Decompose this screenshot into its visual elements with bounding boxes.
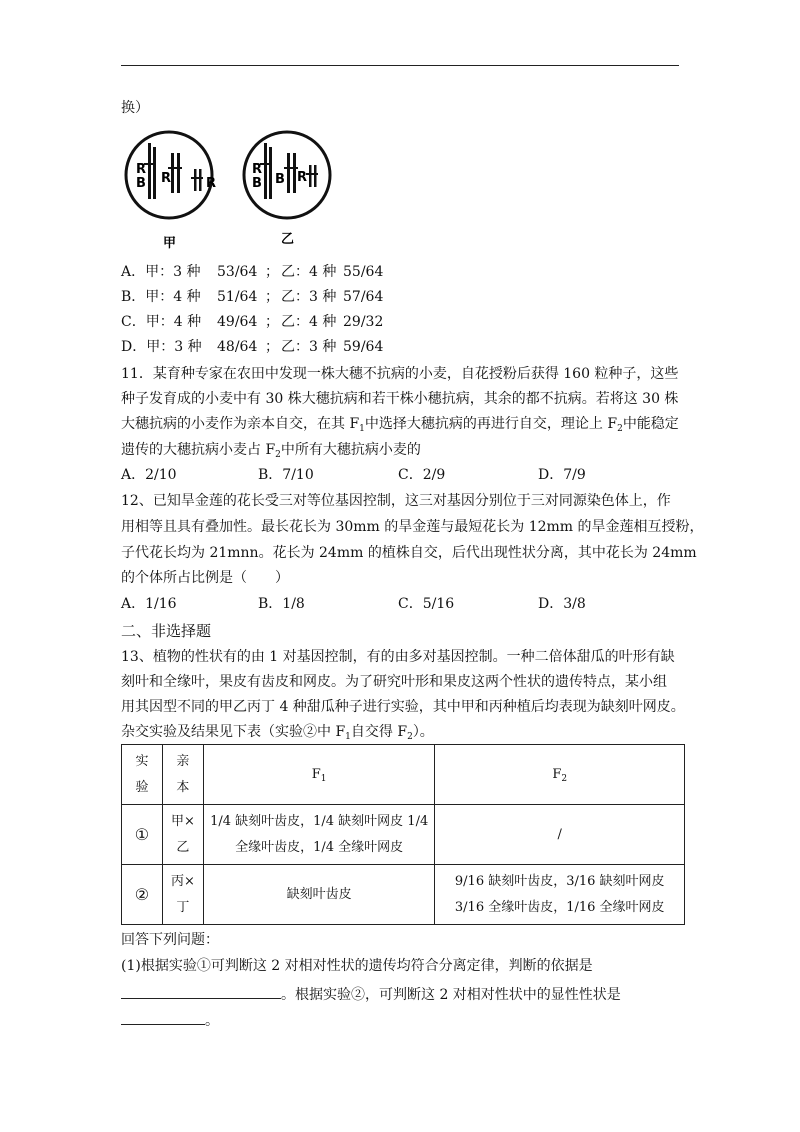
q10-option-b[interactable]: B．甲：4 种 51/64 ； 乙：3 种 57/64 bbox=[121, 289, 384, 305]
cell-label-yi: 乙 bbox=[281, 232, 295, 247]
q12-line-3: 子代花长均为 21mnn。花长为 24mm 的植株自交，后代出现性状分离，其中花长为 24mm bbox=[121, 545, 697, 561]
answer-blank-1[interactable] bbox=[121, 982, 281, 999]
q13-sub1-line-1: (1)根据实验①可判断这 2 对相对性状的遗传均符合分离定律，判断的依据是 bbox=[121, 958, 593, 974]
cell-experiment: ② bbox=[122, 865, 163, 925]
table-row bbox=[122, 805, 685, 865]
cell-parents: 甲× 乙 bbox=[162, 805, 203, 865]
q10-continuation: 换） bbox=[121, 100, 149, 116]
gene-R-label: R bbox=[136, 162, 147, 177]
cell-f1: 1/4 缺刻叶齿皮，1/4 缺刻叶网皮 1/4 全缘叶齿皮，1/4 全缘叶网皮 bbox=[203, 805, 435, 865]
q12-option-d[interactable]: D．3/8 bbox=[538, 596, 586, 612]
cell-label-jia: 甲 bbox=[163, 236, 177, 251]
table-row bbox=[122, 865, 685, 925]
header-f2: $F_2$ bbox=[435, 745, 685, 805]
chromosome-figure bbox=[121, 125, 361, 255]
cell-experiment: ① bbox=[122, 805, 163, 865]
gene-B-label: B bbox=[136, 176, 146, 191]
header-f1: $F_1$ bbox=[203, 745, 435, 805]
table-header-row bbox=[122, 745, 685, 805]
answer-intro: 回答下列问题： bbox=[121, 932, 219, 948]
q11-option-a[interactable]: A．2/10 bbox=[121, 467, 177, 483]
gene-R-label: R bbox=[252, 162, 263, 177]
cell-jia bbox=[126, 132, 216, 218]
gene-R-label: R bbox=[161, 171, 172, 186]
q11-line-3: 大穗抗病的小麦作为亲本自交，在其 $F_1$中选择大穗抗病的再进行自交，理论上 $F_2$中能稳定 bbox=[121, 416, 679, 434]
gene-R-label: R bbox=[297, 170, 308, 185]
cell-f2: 9/16 缺刻叶齿皮，3/16 缺刻叶网皮 3/16 全缘叶齿皮，1/16 全缘叶网皮 bbox=[435, 865, 685, 925]
q11-line-4: 遗传的大穗抗病小麦占 $F_2$中所有大穗抗病小麦的 bbox=[121, 442, 421, 460]
cell-parents: 丙× 丁 bbox=[162, 865, 203, 925]
q12-option-a[interactable]: A．1/16 bbox=[121, 596, 177, 612]
q10-option-c[interactable]: C．甲：4 种 49/64 ； 乙：4 种 29/32 bbox=[121, 314, 384, 330]
q11-option-c[interactable]: C．2/9 bbox=[398, 467, 446, 483]
q12-line-4: 的个体所占比例是（ ） bbox=[121, 570, 289, 586]
section-heading: 二、非选择题 bbox=[121, 622, 212, 640]
q13-sub1-line-2: 。根据实验②，可判断这 2 对相对性状中的显性性状是 bbox=[121, 982, 621, 1005]
cell-yi bbox=[244, 132, 330, 218]
header-parents: 亲 本 bbox=[162, 745, 203, 805]
cell-f1: 缺刻叶齿皮 bbox=[203, 865, 435, 925]
chromosome-diagram bbox=[121, 125, 361, 255]
q12-line-1: 12、已知旱金莲的花长受三对等位基因控制，这三对基因分别位于三对同源染色体上，作 bbox=[121, 493, 671, 509]
q13-line-2: 刻叶和全缘叶，果皮有齿皮和网皮。为了研究叶形和果皮这两个性状的遗传特点，某小组 bbox=[121, 674, 667, 690]
q12-option-b[interactable]: B．1/8 bbox=[258, 596, 305, 612]
cell-f2: / bbox=[435, 805, 685, 865]
q13-line-4: 杂交实验及结果见下表（实验②中 $F_1$自交得 $F_2$）。 bbox=[121, 724, 434, 742]
q13-line-3: 用其因型不同的甲乙丙丁 4 种甜瓜种子进行实验，其中甲和丙种植后均表现为缺刻叶网皮。 bbox=[121, 699, 685, 715]
answer-blank-2[interactable] bbox=[121, 1008, 205, 1025]
q11-line-1: 11．某育种专家在农田中发现一株大穗不抗病的小麦，自花授粉后获得 160 粒种子，这些 bbox=[121, 366, 679, 382]
header-rule bbox=[121, 65, 679, 66]
q11-option-b[interactable]: B．7/10 bbox=[258, 467, 314, 483]
gene-B-label: B bbox=[275, 172, 285, 187]
q13-line-1: 13、植物的性状有的由 1 对基因控制，有的由多对基因控制。一种二倍体甜瓜的叶形有缺 bbox=[121, 649, 675, 665]
results-table bbox=[121, 744, 685, 925]
q11-option-d[interactable]: D．7/9 bbox=[538, 467, 586, 483]
q12-line-2: 用相等且具有叠加性。最长花长为 30mm 的旱金莲与最短花长为 12mm 的旱金莲相互授粉， bbox=[121, 519, 704, 535]
q13-sub1-line-3: 。 bbox=[121, 1008, 219, 1031]
q12-option-c[interactable]: C．5/16 bbox=[398, 596, 455, 612]
gene-R-label: R bbox=[206, 176, 217, 191]
gene-B-label: B bbox=[252, 176, 262, 191]
header-experiment: 实 验 bbox=[122, 745, 163, 805]
q11-line-2: 种子发育成的小麦中有 30 株大穗抗病和若干株小穗抗病，其余的都不抗病。若将这 30 株 bbox=[121, 391, 679, 407]
q10-option-a[interactable]: A．甲：3 种 53/64 ； 乙：4 种 55/64 bbox=[121, 264, 384, 280]
q10-option-d[interactable]: D．甲：3 种 48/64 ； 乙：3 种 59/64 bbox=[121, 339, 384, 355]
